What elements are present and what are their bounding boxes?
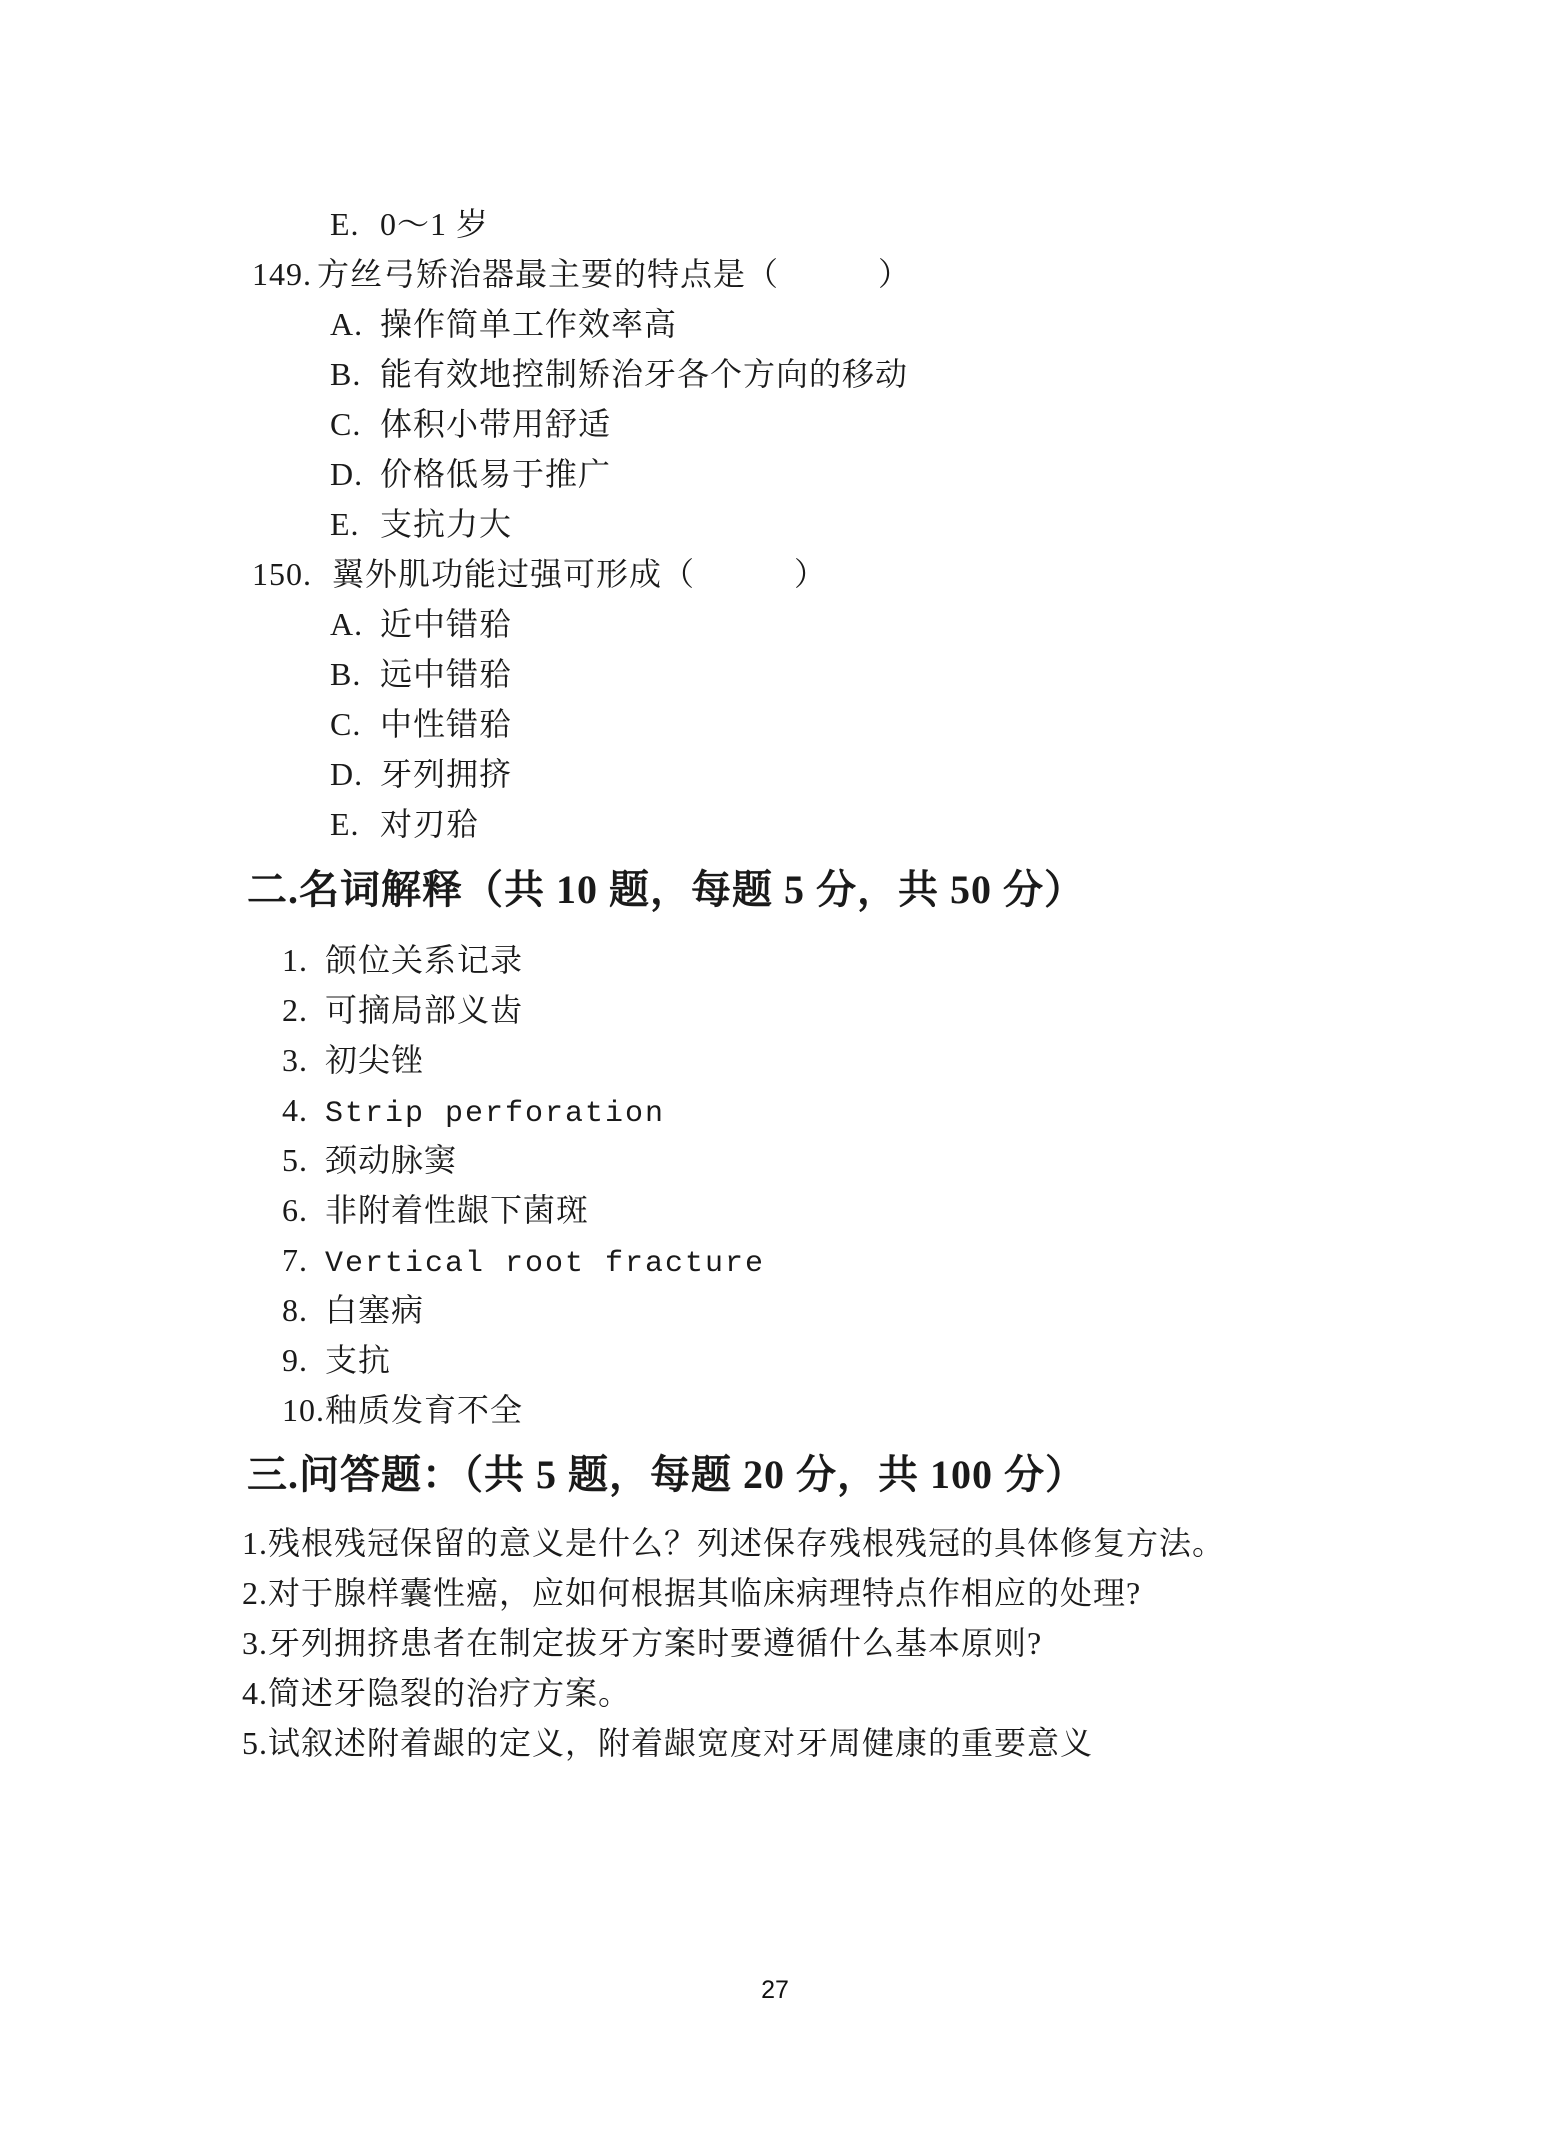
essay-question	[0, 1718, 1550, 1768]
option-label: D.	[330, 456, 364, 492]
item-number: 1.	[282, 942, 308, 978]
item-number: 10.	[282, 1392, 325, 1428]
option-text: 体积小带用舒适	[380, 406, 612, 442]
mcq-option-line	[0, 799, 1550, 849]
option-label: B.	[330, 356, 362, 392]
option-label: E.	[330, 206, 360, 242]
mcq-option-line	[0, 199, 1550, 249]
item-term: 白塞病	[325, 1292, 425, 1328]
option-label: D.	[330, 756, 364, 792]
essay-text: 对于腺样囊性癌，应如何根据其临床病理特点作相应的处理?	[268, 1575, 1142, 1611]
option-text: 中性错𬌗	[380, 706, 513, 742]
item-term: Strip perforation	[325, 1097, 666, 1131]
definition-item	[0, 1085, 1550, 1135]
option-text: 价格低易于推广	[380, 456, 612, 492]
option-text: 支抗力大	[380, 506, 513, 542]
option-label: B.	[330, 656, 362, 692]
essay-text: 试叙述附着龈的定义，附着龈宽度对牙周健康的重要意义	[268, 1725, 1094, 1761]
question-stem-text: 方丝弓矫治器最主要的特点是（ ）	[317, 256, 912, 292]
definition-item	[0, 935, 1550, 985]
definition-item	[0, 1185, 1550, 1235]
option-label: C.	[330, 406, 362, 442]
essay-question	[0, 1668, 1550, 1718]
mcq-option-line	[0, 299, 1550, 349]
item-number: 7.	[282, 1242, 308, 1278]
section-heading-definitions: 二.名词解释（共 10 题，每题 5 分，共 50 分）	[247, 867, 1085, 912]
option-text: 牙列拥挤	[380, 756, 513, 792]
definition-item	[0, 1235, 1550, 1285]
mcq-question-stem	[0, 549, 1550, 599]
item-number: 3.	[282, 1042, 308, 1078]
item-term: 釉质发育不全	[325, 1392, 524, 1428]
option-text: 操作简单工作效率高	[380, 306, 678, 342]
option-text: 对刃𬌗	[380, 806, 480, 842]
mcq-option-line	[0, 599, 1550, 649]
item-term: 颈动脉窦	[325, 1142, 458, 1178]
mcq-option-line	[0, 649, 1550, 699]
option-label: C.	[330, 706, 362, 742]
option-label: A.	[330, 306, 364, 342]
essay-question	[0, 1568, 1550, 1618]
item-term: 可摘局部义齿	[325, 992, 524, 1028]
mcq-option-line	[0, 749, 1550, 799]
essay-question	[0, 1518, 1550, 1568]
option-text: 远中错𬌗	[380, 656, 513, 692]
option-label: E.	[330, 806, 360, 842]
essay-number: 1.	[242, 1525, 268, 1561]
essay-number: 4.	[242, 1675, 268, 1711]
mcq-option-line	[0, 399, 1550, 449]
essay-number: 3.	[242, 1625, 268, 1661]
definition-item	[0, 1135, 1550, 1185]
item-term: 支抗	[325, 1342, 392, 1378]
item-term: Vertical root fracture	[325, 1247, 766, 1281]
essay-number: 5.	[242, 1725, 268, 1761]
essay-question	[0, 1618, 1550, 1668]
mcq-option-line	[0, 699, 1550, 749]
option-label: A.	[330, 606, 364, 642]
item-term: 非附着性龈下菌斑	[325, 1192, 590, 1228]
mcq-option-line	[0, 499, 1550, 549]
definition-item	[0, 1285, 1550, 1335]
item-number: 8.	[282, 1292, 308, 1328]
essay-text: 残根残冠保留的意义是什么？列述保存残根残冠的具体修复方法。	[268, 1525, 1226, 1561]
mcq-option-line	[0, 349, 1550, 399]
item-term: 颌位关系记录	[325, 942, 524, 978]
definition-item	[0, 1035, 1550, 1085]
item-number: 9.	[282, 1342, 308, 1378]
question-number: 149.	[252, 256, 312, 292]
item-number: 2.	[282, 992, 308, 1028]
option-text: 能有效地控制矫治牙各个方向的移动	[380, 356, 909, 392]
question-stem-text: 翼外肌功能过强可形成（ ）	[332, 556, 828, 592]
mcq-option-line	[0, 449, 1550, 499]
page-number: 27	[761, 1976, 789, 2004]
essay-text: 简述牙隐裂的治疗方案。	[268, 1675, 632, 1711]
item-number: 6.	[282, 1192, 308, 1228]
essay-number: 2.	[242, 1575, 268, 1611]
option-label: E.	[330, 506, 360, 542]
item-number: 5.	[282, 1142, 308, 1178]
item-number: 4.	[282, 1092, 308, 1128]
essay-text: 牙列拥挤患者在制定拔牙方案时要遵循什么基本原则?	[268, 1625, 1043, 1661]
definition-item	[0, 985, 1550, 1035]
mcq-question-stem	[0, 249, 1550, 299]
section-heading-essay: 三.问答题：（共 5 题，每题 20 分，共 100 分）	[247, 1452, 1086, 1497]
option-text: 近中错𬌗	[380, 606, 513, 642]
item-term: 初尖锉	[325, 1042, 425, 1078]
definition-item	[0, 1335, 1550, 1385]
option-text: 0～1 岁	[380, 206, 490, 242]
definition-item	[0, 1385, 1550, 1435]
question-number: 150.	[252, 556, 312, 592]
